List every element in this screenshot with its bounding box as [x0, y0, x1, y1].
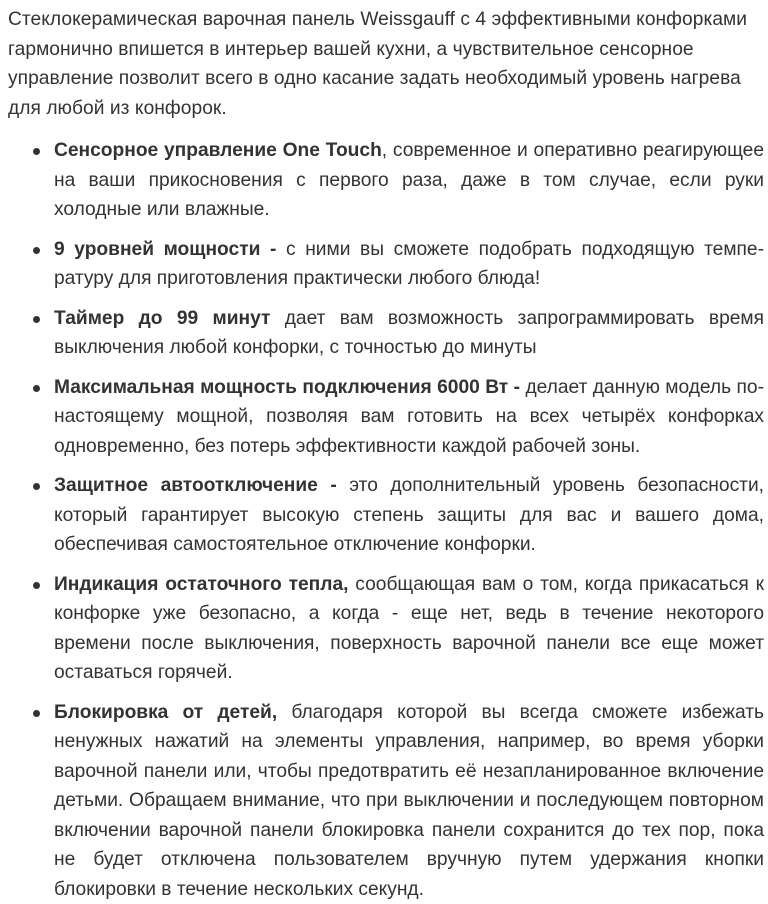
- bullet-icon: [33, 148, 40, 155]
- bullet-icon: [33, 582, 40, 589]
- feature-title: Максимальная мощность подключения 6000 Вт -: [54, 377, 520, 398]
- feature-item: [54, 136, 764, 225]
- feature-text: делает данную модель по-настоящему мощной, позволяя вам готовить на всех четырёх конфорках одновременно, без потерь эффективности каждой рабочей зоны.: [54, 377, 764, 457]
- feature-item: [54, 698, 764, 904]
- feature-text: с ними вы сможете подобрать подходящую температуру для приготовления практически любого блюда!: [54, 239, 764, 290]
- feature-item: [54, 373, 764, 462]
- feature-text: это дополнительный уровень безопасности, который гарантирует высокую степень защиты для вас и вашего дома, обеспечивая самостоятельное отключение конфорки.: [54, 475, 764, 555]
- feature-text: дает вам возможность запрограммировать время выключения любой конфорки, с точностью до минуты: [54, 308, 764, 359]
- feature-title: Сенсорное управление One Touch: [54, 140, 382, 161]
- feature-title: Таймер до 99 минут: [54, 308, 270, 329]
- intro-paragraph: Стеклокерамическая варочная панель Weissgauff с 4 эффективными конфорками гармонично впишется в интерьер вашей кухни, а чувствительное сенсорное управление позволит всего в одно касание задать необходимый уровень нагрева для любой из конфорок.: [8, 5, 764, 123]
- feature-title: Блокировка от детей,: [54, 702, 277, 723]
- feature-title: 9 уровней мощности -: [54, 239, 276, 260]
- bullet-icon: [33, 247, 40, 254]
- feature-item: [54, 235, 764, 294]
- feature-text: , современное и оперативно реагирующее на ваши прикосновения с первого раза, даже в том случае, если руки холодные или влажные.: [54, 140, 764, 220]
- feature-title: Индикация остаточного тепла,: [54, 574, 348, 595]
- feature-text: благодаря которой вы всегда сможете избежать ненужных нажатий на элементы управления, например, во время уборки варочной панели или, чтобы предотвратить её незапланированное включение детьми. Обращаем внимание, что при выключении и последующем повторном включении варочной панели блокировка панели сохранится до тех пор, пока не будет отключена пользователем вручную путем удержания кнопки блокировки в течение нескольких секунд.: [54, 702, 764, 900]
- feature-list: [8, 136, 764, 904]
- feature-item: [54, 471, 764, 560]
- bullet-icon: [33, 710, 40, 717]
- feature-item: [54, 304, 764, 363]
- bullet-icon: [33, 316, 40, 323]
- feature-title: Защитное автоотключение -: [54, 475, 337, 496]
- feature-text: сообщающая вам о том, когда прикасаться к конфорке уже безопасно, а когда - еще нет, ведь в течение некоторого времени после выключения, поверхность варочной панели все еще может оставаться горячей.: [54, 574, 764, 684]
- bullet-icon: [33, 483, 40, 490]
- bullet-icon: [33, 385, 40, 392]
- feature-item: [54, 570, 764, 688]
